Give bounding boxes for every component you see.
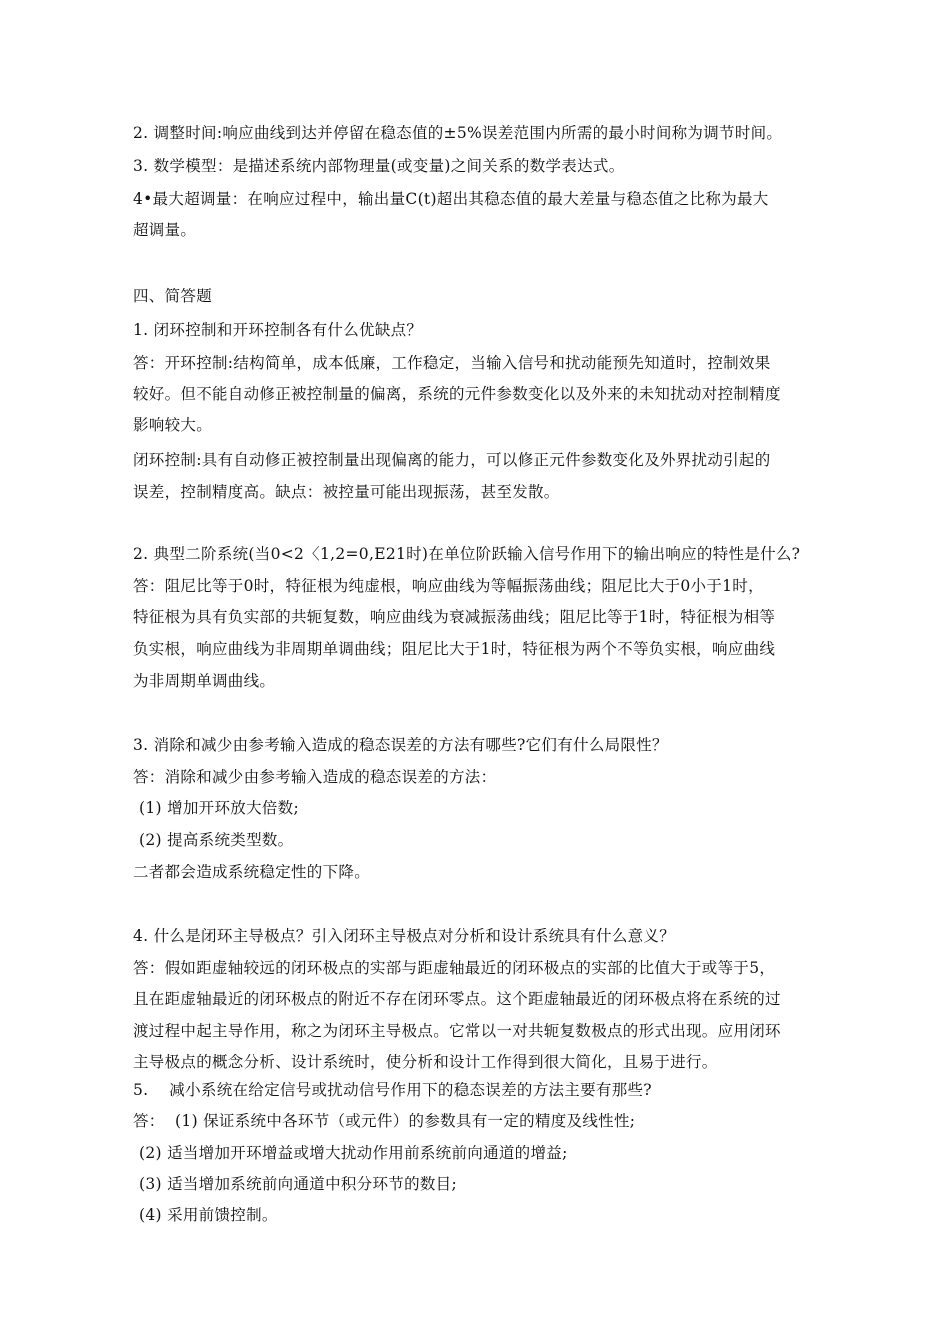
question-4: 4. 什么是闭环主导极点？引入闭环主导极点对分析和设计系统具有什么意义？ <box>133 927 676 945</box>
section-title: 四、简答题 <box>133 287 213 305</box>
answer-5-item: (2) 适当增加开环增益或增大扰动作用前系统前向通道的增益; <box>139 1144 568 1162</box>
answer-1-line: 答：开环控制:结构简单，成本低廉，工作稳定，当输入信号和扰动能预先知道时，控制效果 <box>133 354 771 372</box>
answer-1-line: 闭环控制:具有自动修正被控制量出现偏离的能力，可以修正元件参数变化及外界扰动引起的 <box>133 451 771 469</box>
answer-1-line: 误差，控制精度高。缺点：被控量可能出现振荡，甚至发散。 <box>133 483 560 501</box>
answer-2-line: 答：阻尼比等于0时，特征根为纯虚根，响应曲线为等幅振荡曲线；阻尼比大于0小于1时， <box>133 577 764 595</box>
definition-max-overshoot-cont: 超调量。 <box>133 221 197 239</box>
answer-2-line: 为非周期单调曲线。 <box>133 672 276 690</box>
question-3: 3. 消除和减少由参考输入造成的稳态误差的方法有哪些?它们有什么局限性？ <box>133 736 668 754</box>
answer-3-item: (1) 增加开环放大倍数; <box>139 799 300 817</box>
answer-3-intro: 答：消除和减少由参考输入造成的稳态误差的方法： <box>133 768 497 786</box>
question-5: 5. 减小系统在给定信号或扰动信号作用下的稳态误差的方法主要有那些? <box>133 1081 652 1099</box>
answer-4-line: 且在距虚轴最近的闭环极点的附近不存在闭环零点。这个距虚轴最近的闭环极点将在系统的过 <box>133 990 781 1008</box>
definition-mathematical-model: 3. 数学模型：是描述系统内部物理量(或变量)之间关系的数学表达式。 <box>133 157 625 175</box>
definition-settling-time: 2. 调整时间:响应曲线到达并停留在稳态值的±5%误差范围内所需的最小时间称为调节时间。 <box>133 124 783 142</box>
answer-5-line: 答： (1) 保证系统中各环节（或元件）的参数具有一定的精度及线性性; <box>133 1112 636 1130</box>
answer-5-item: (4) 采用前馈控制。 <box>139 1206 278 1224</box>
answer-5-item: (3) 适当增加系统前向通道中积分环节的数目; <box>139 1175 458 1193</box>
answer-1-line: 影响较大。 <box>133 416 213 434</box>
answer-4-line: 渡过程中起主导作用，称之为闭环主导极点。它常以一对共轭复数极点的形式出现。应用闭环 <box>133 1022 781 1040</box>
answer-2-line: 负实根，响应曲线为非周期单调曲线；阻尼比大于1时，特征根为两个不等负实根，响应曲线 <box>133 640 776 658</box>
question-2: 2. 典型二阶系统(当0<2〈1,2=0,E21时)在单位阶跃输入信号作用下的输出响应的特性是什么? <box>133 545 801 563</box>
answer-3-conclusion: 二者都会造成系统稳定性的下降。 <box>133 863 371 881</box>
answer-4-line: 主导极点的概念分析、设计系统时，使分析和设计工作得到很大简化，且易于进行。 <box>133 1053 718 1071</box>
question-1: 1. 闭环控制和开环控制各有什么优缺点？ <box>133 321 423 339</box>
answer-4-line: 答：假如距虚轴较远的闭环极点的实部与距虚轴最近的闭环极点的实部的比值大于或等于5， <box>133 959 776 977</box>
definition-max-overshoot: 4•最大超调量：在响应过程中，输出量C(t)超出其稳态值的最大差量与稳态值之比称为最大 <box>133 190 769 208</box>
answer-1-line: 较好。但不能自动修正被控制量的偏离，系统的元件参数变化以及外来的未知扰动对控制精度 <box>133 385 781 403</box>
answer-2-line: 特征根为具有负实部的共轭复数，响应曲线为衰减振荡曲线；阻尼比等于1时，特征根为相等 <box>133 608 776 626</box>
answer-3-item: (2) 提高系统类型数。 <box>139 831 294 849</box>
